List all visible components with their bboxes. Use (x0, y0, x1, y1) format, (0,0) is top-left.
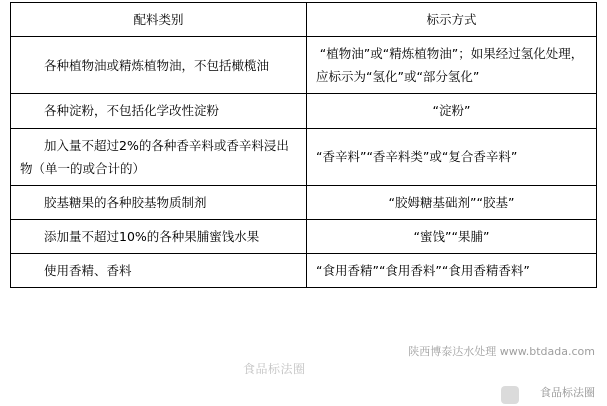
table-header-labeling: 标示方式 (307, 3, 597, 37)
watermark-company: 陕西博泰达水处理 www.btdada.com (408, 345, 595, 358)
table-row (11, 254, 597, 288)
table-row (11, 219, 597, 253)
document-page (0, 2, 607, 406)
cell-category: 添加量不超过10%的各种果脯蜜饯水果 (11, 219, 307, 253)
cell-category: 各种植物油或精炼植物油，不包括橄榄油 (11, 37, 307, 94)
cell-labeling: “蜜饯”“果脯” (307, 219, 597, 253)
cell-category: 各种淀粉，不包括化学改性淀粉 (11, 94, 307, 128)
cell-labeling: “淀粉” (307, 94, 597, 128)
watermark-center: 食品标法圈 (243, 362, 306, 376)
cell-labeling: “食用香精”“食用香料”“食用香精香料” (307, 254, 597, 288)
cell-labeling: “植物油”或“精炼植物油”；如果经过氢化处理，应标示为“氢化”或“部分氢化” (307, 37, 597, 94)
cell-labeling: “香辛料”“香辛料类”或“复合香辛料” (307, 128, 597, 185)
cell-labeling: “胶姆糖基础剂”“胶基” (307, 185, 597, 219)
table-row (11, 185, 597, 219)
watermark-bottom: 食品标法圈 (540, 386, 595, 399)
cell-category: 胶基糖果的各种胶基物质制剂 (11, 185, 307, 219)
table-header-category: 配料类别 (11, 3, 307, 37)
table-row (11, 37, 597, 94)
cell-category: 使用香精、香料 (11, 254, 307, 288)
table-row (11, 94, 597, 128)
cell-category: 加入量不超过2%的各种香辛料或香辛料浸出物（单一的或合计的） (11, 128, 307, 185)
ingredient-labeling-table (10, 2, 597, 288)
table-header-row (11, 3, 597, 37)
table-row (11, 128, 597, 185)
watermark-logo-icon (501, 386, 519, 404)
